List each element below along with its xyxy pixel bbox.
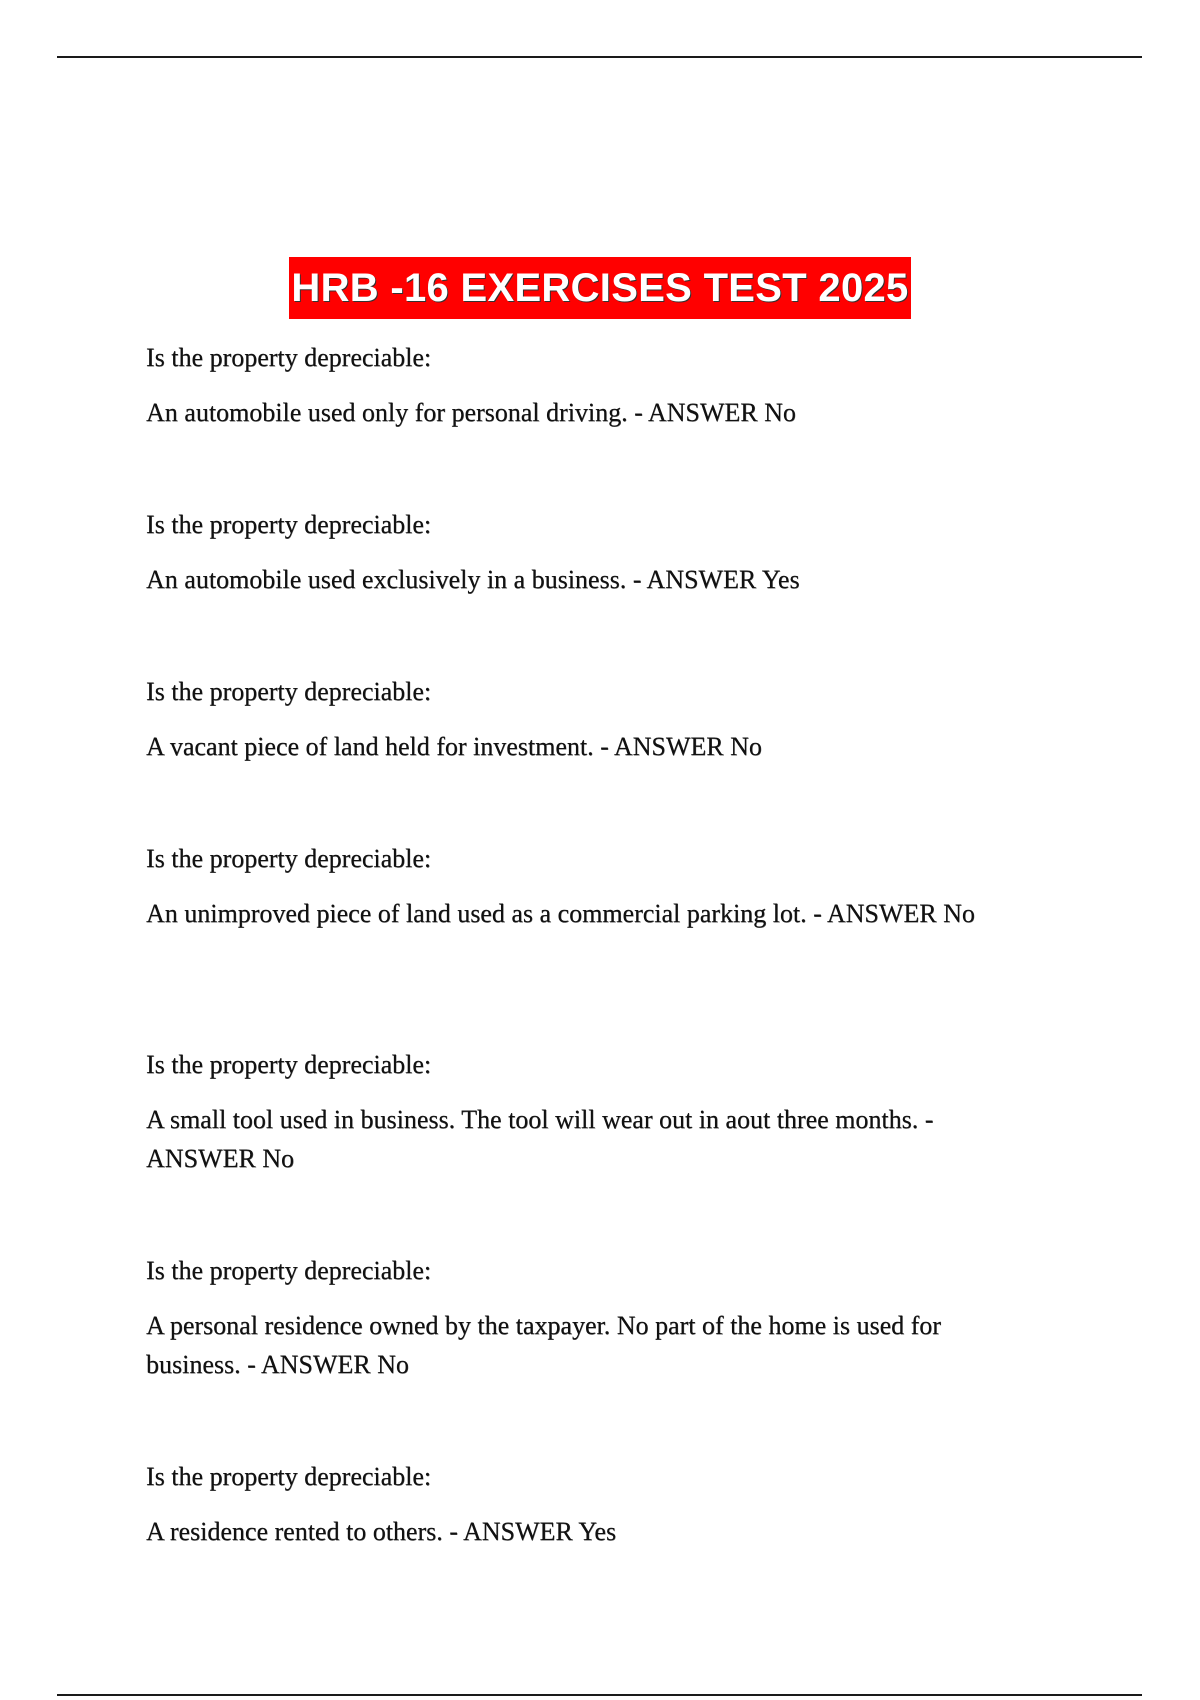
statement-answer-text: A personal residence owned by the taxpayer. No part of the home is used for business. - ANSWER No xyxy=(146,1311,941,1379)
statement-answer-text: A vacant piece of land held for investment. - ANSWER No xyxy=(146,732,762,761)
qa-item xyxy=(146,1251,1026,1457)
question-text: Is the property depreciable: xyxy=(146,844,432,873)
title-banner xyxy=(0,257,1200,319)
statement-answer-text: An automobile used only for personal driving. - ANSWER No xyxy=(146,398,796,427)
qa-item xyxy=(146,338,1026,505)
qa-item xyxy=(146,839,1026,1045)
qa-item xyxy=(146,1045,1026,1251)
statement-answer-text: A residence rented to others. - ANSWER Yes xyxy=(146,1517,617,1546)
question-list xyxy=(146,338,1026,1624)
statement-answer-text: A small tool used in business. The tool will wear out in aout three months. - ANSWER No xyxy=(146,1105,934,1173)
question-text: Is the property depreciable: xyxy=(146,1462,432,1491)
qa-item xyxy=(146,672,1026,839)
question-text: Is the property depreciable: xyxy=(146,510,432,539)
question-text: Is the property depreciable: xyxy=(146,1050,432,1079)
statement-answer-text: An unimproved piece of land used as a commercial parking lot. - ANSWER No xyxy=(146,899,975,928)
qa-item xyxy=(146,1457,1026,1624)
header-rule xyxy=(57,56,1142,58)
question-text: Is the property depreciable: xyxy=(146,1256,432,1285)
document-title: HRB -16 EXERCISES TEST 2025 xyxy=(289,257,910,319)
footer-rule xyxy=(57,1694,1142,1696)
question-text: Is the property depreciable: xyxy=(146,677,432,706)
qa-item xyxy=(146,505,1026,672)
statement-answer-text: An automobile used exclusively in a business. - ANSWER Yes xyxy=(146,565,800,594)
question-text: Is the property depreciable: xyxy=(146,343,432,372)
